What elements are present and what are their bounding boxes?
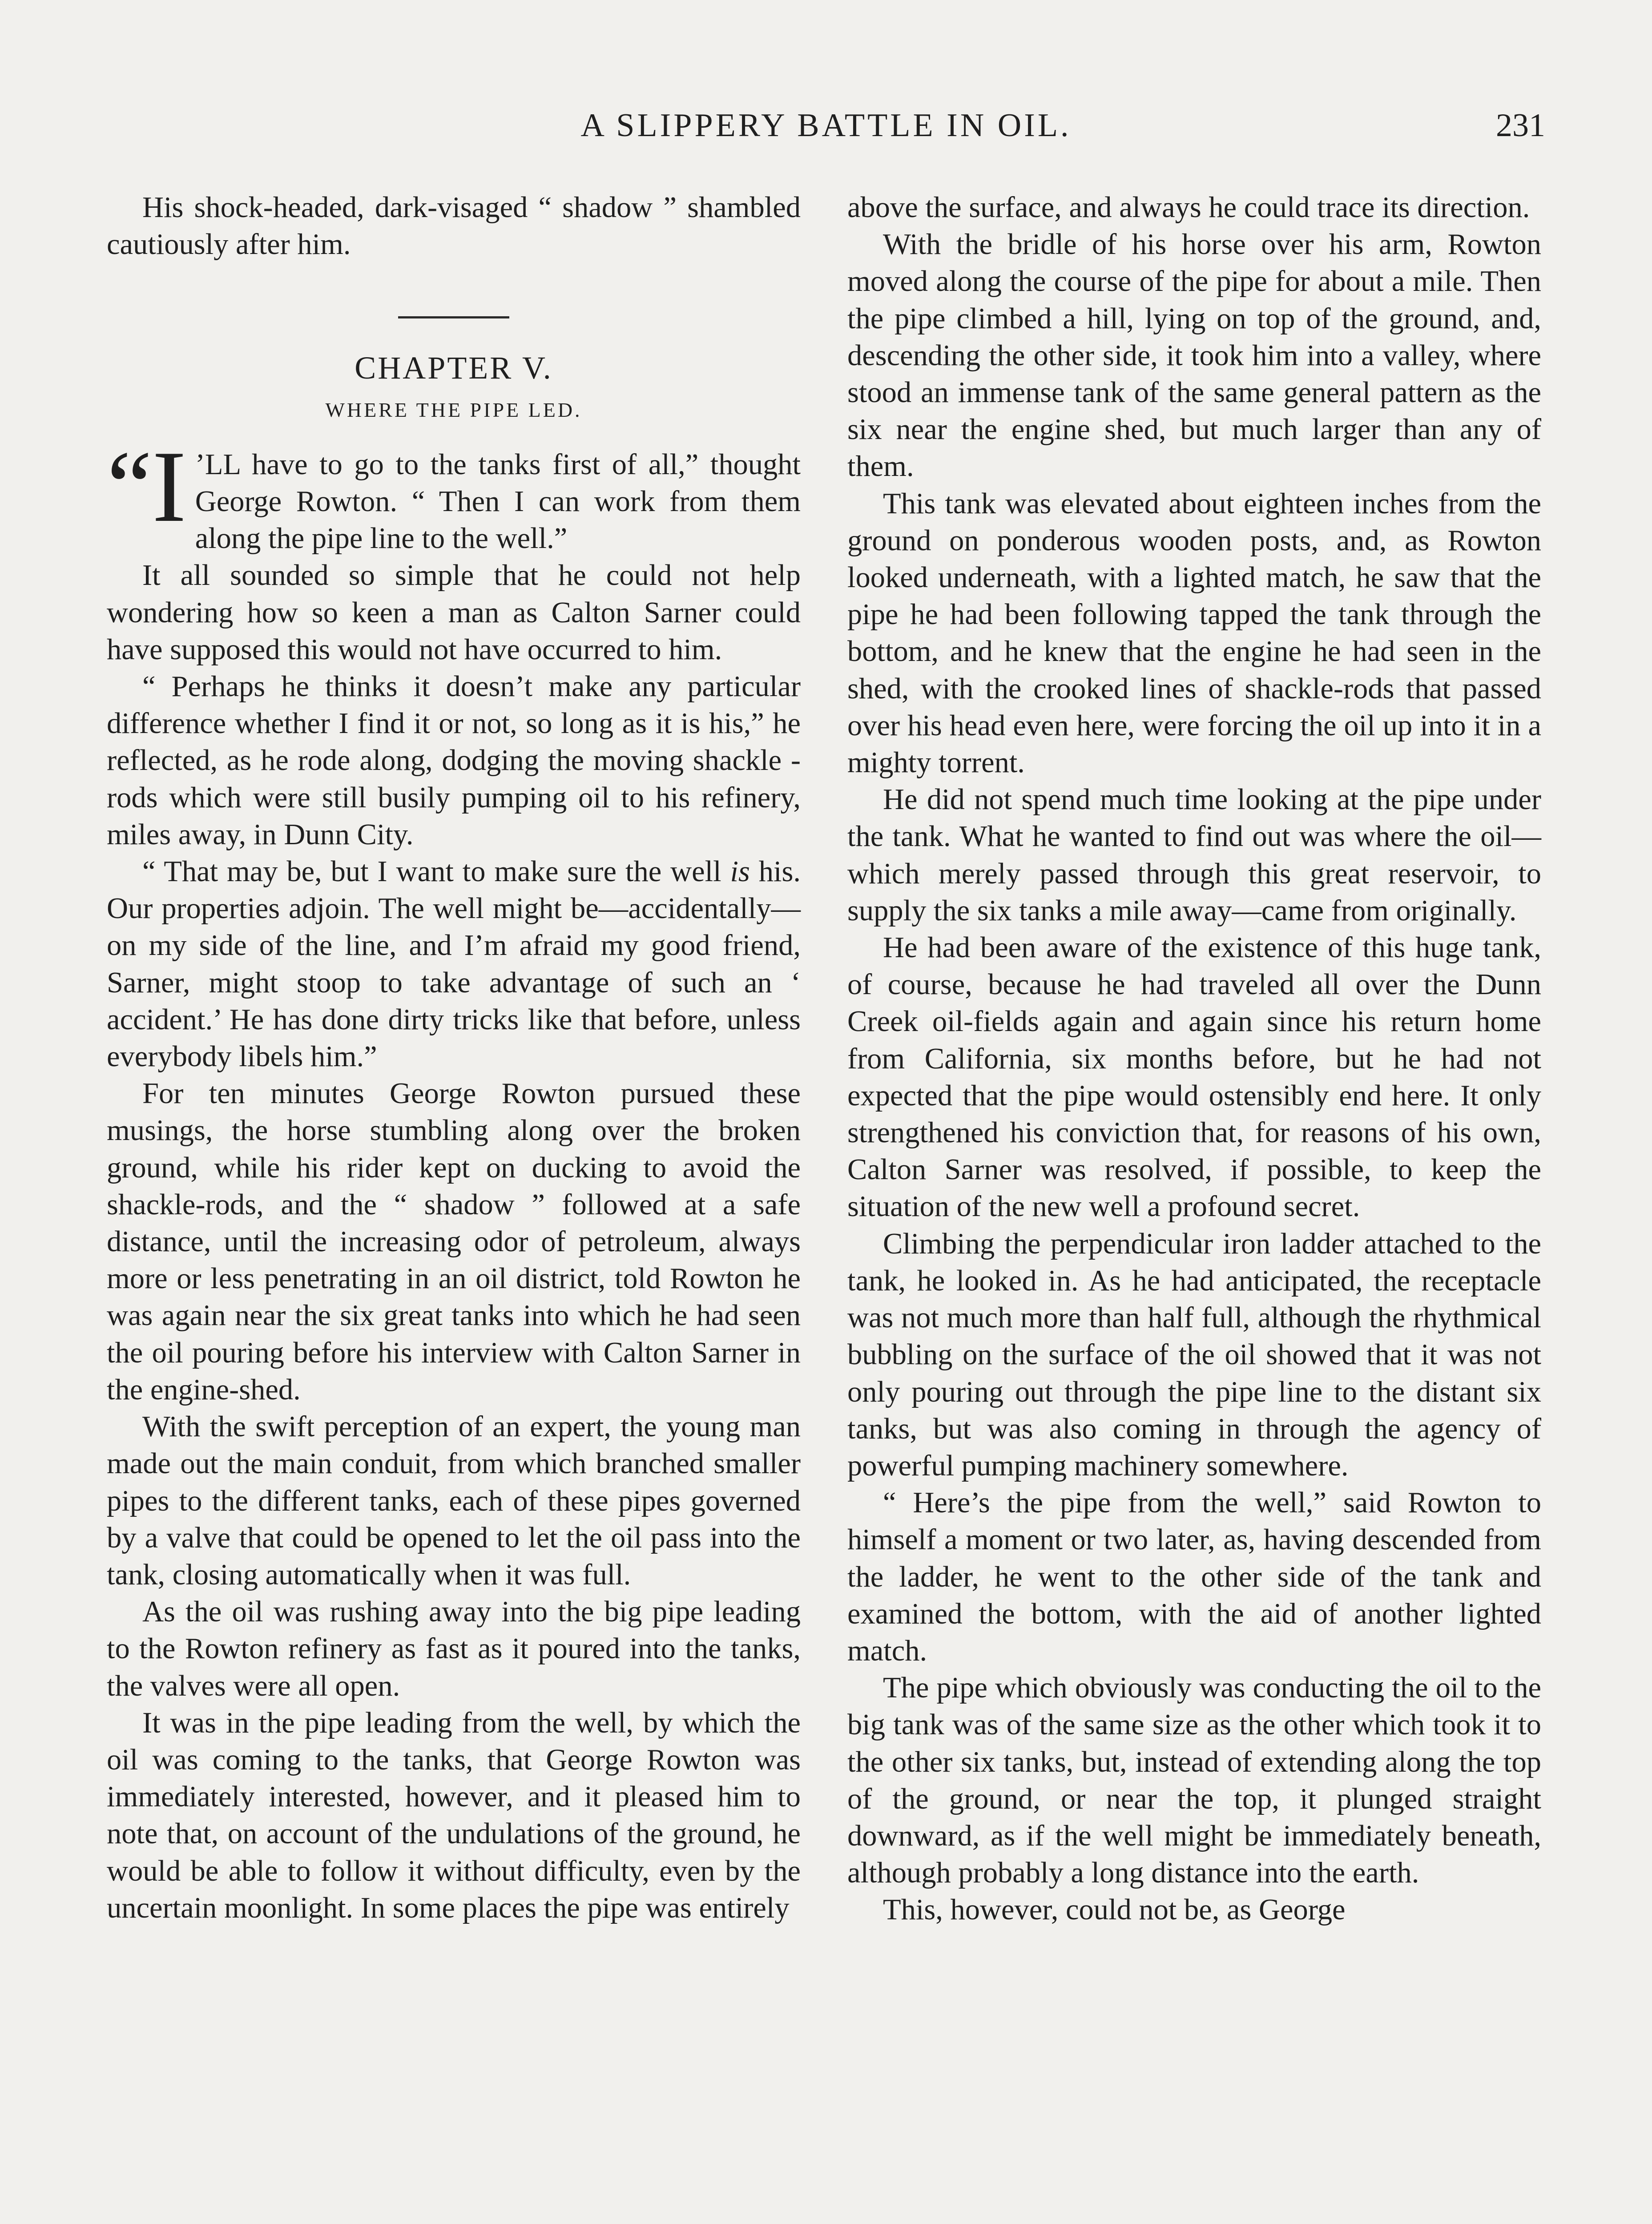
section-divider bbox=[398, 316, 509, 318]
paragraph: With the swift perception of an expert, the young man made out the main conduit, from which branched smaller pipes to the different tanks, each of these pipes governed by a valve that could be opened to let the oil pass into the tank, closing automatically when it was full. bbox=[107, 1410, 801, 1591]
right-column bbox=[847, 189, 1541, 1929]
drop-cap-quote: “ bbox=[107, 429, 153, 543]
opening-paragraph bbox=[107, 429, 801, 557]
opening-text: ’LL have to go to the tanks first of all,” thought George Rowton. “ Then I can work from them along the pipe line to the well.” bbox=[195, 448, 801, 555]
chapter-subtitle: WHERE THE PIPE LED. bbox=[325, 398, 582, 421]
paragraph: This, however, could not be, as George bbox=[883, 1894, 1346, 1926]
paragraph: This tank was elevated about eighteen inches from the ground on ponderous wooden posts, and, as Rowton looked underneath, with a lighted match, he saw that the pipe he had been following tapped the tank through the bottom, and he knew that the engine he had seen in the shed, with the crooked lines of shackle-rods that passed over his head even here, were forcing the oil up into it in a mighty torrent. bbox=[847, 487, 1541, 779]
paragraph: With the bridle of his horse over his arm, Rowton moved along the course of the pipe for about a mile. Then the pipe climbed a hill, lying on top of the ground, and, descending the other side, it took him into a valley, where stood an immense tank of the same general pattern as the six near the engine shed, but much larger than any of them. bbox=[847, 228, 1541, 483]
chapter-title: CHAPTER V. bbox=[355, 350, 553, 386]
paragraph: Climbing the perpendicular iron ladder attached to the tank, he looked in. As he had anticipated, the receptacle was not much more than half full, although the rhythmical bubbling on the surface of the oil showed that it was not only pouring out through the pipe line to the distant six tanks, but was also coming in through the agency of powerful pumping machinery somewhere. bbox=[847, 1227, 1541, 1482]
running-head bbox=[107, 107, 1545, 160]
paragraph: His shock-headed, dark-visaged “ shadow ” shambled cautiously after him. bbox=[107, 191, 801, 261]
left-column bbox=[107, 189, 801, 1926]
paragraph: It was in the pipe leading from the well, by which the oil was coming to the tanks, that George Rowton was immediately interested, however, and it pleased him to note that, on account of the undulations of the ground, he would be able to follow it without difficulty, even by the uncertain moonlight. In some places the pipe was entirely bbox=[107, 1706, 801, 1924]
running-title: A SLIPPERY BATTLE IN OIL. bbox=[580, 107, 1072, 144]
text-run: “ That may be, but I want to make sure the well bbox=[142, 855, 730, 888]
paragraph: For ten minutes George Rowton pursued these musings, the horse stumbling along over the broken ground, while his rider kept on ducking to avoid the shackle-rods, and the “ shadow ” followed at a safe distance, until the increasing odor of petroleum, always more or less penetrating in an oil district, told Rowton he was again near the six great tanks into which he had seen the oil pouring before his interview with Calton Sarner in the engine-shed. bbox=[107, 1077, 801, 1406]
page-number: 231 bbox=[1496, 107, 1545, 144]
drop-cap-letter: I bbox=[152, 429, 186, 543]
paragraph: As the oil was rushing away into the big pipe leading to the Rowton refinery as fast as it poured into the tanks, the valves were all open. bbox=[107, 1595, 801, 1702]
emphasis: is bbox=[730, 855, 750, 888]
paragraph bbox=[107, 853, 801, 1075]
paragraph: It all sounded so simple that he could not help wondering how so keen a man as Calton Sarner could have supposed this would not have occurred to him. bbox=[107, 559, 801, 666]
paragraph: He had been aware of the existence of this huge tank, of course, because he had traveled all over the Dunn Creek oil-fields again and again since his return home from California, six months before, but he had not expected that the pipe would ostensibly end here. It only strengthened his conviction that, for reasons of his own, Calton Sarner was resolved, if possible, to keep the situation of the new well a profound secret. bbox=[847, 931, 1541, 1223]
drop-cap bbox=[107, 429, 186, 543]
paragraph: The pipe which obviously was conducting the oil to the big tank was of the same size as the other which took it to the other six tanks, but, instead of extending along the top of the ground, or near the top, it plunged straight downward, as if the well might be immediately beneath, although probably a long distance into the earth. bbox=[847, 1672, 1541, 1890]
paragraph: “ Here’s the pipe from the well,” said Rowton to himself a moment or two later, as, having descended from the ladder, he went to the other side of the tank and examined the bottom, with the aid of another lighted match. bbox=[847, 1487, 1541, 1667]
paragraph: “ Perhaps he thinks it doesn’t make any particular difference whether I find it or not, so long as it is his,” he reflected, as he rode along, dodging the moving shackle - rods which were still busily pumping oil to his refinery, miles away, in Dunn City. bbox=[107, 670, 801, 851]
paragraph: He did not spend much time looking at the pipe under the tank. What he wanted to find out was where the oil—which merely passed through this great reservoir, to supply the six tanks a mile away—came from originally. bbox=[847, 783, 1541, 927]
paragraph: above the surface, and always he could trace its direction. bbox=[847, 191, 1530, 224]
text-run: his. Our properties adjoin. The well might be—accidentally—on my side of the line, and I’m afraid my good friend, Sarner, might stoop to take advantage of such an ‘ accident.’ He has done dirty tricks like that before, unless everybody libels him.” bbox=[107, 855, 801, 1073]
